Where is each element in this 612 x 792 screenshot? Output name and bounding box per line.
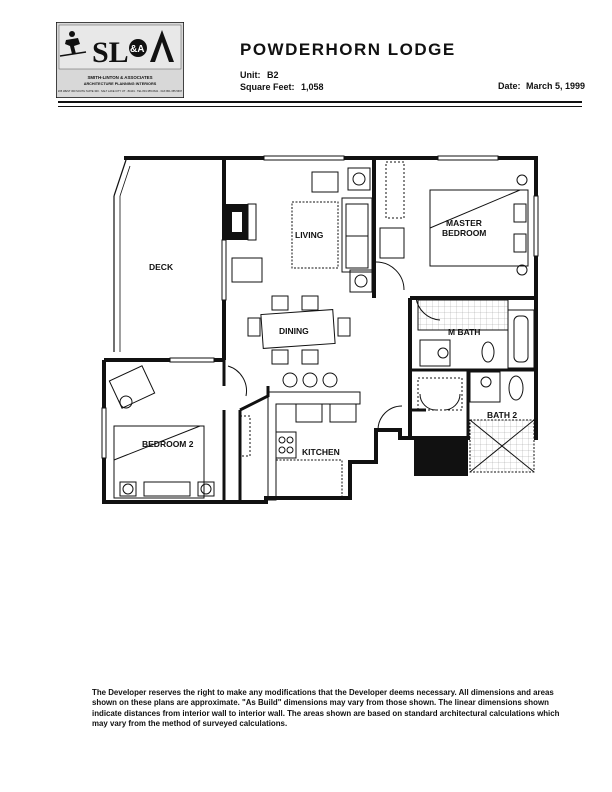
project-title: POWDERHORN LODGE [240, 40, 456, 59]
logo-monogram-left: SL [92, 36, 129, 69]
room-label-bath-2: BATH 2 [487, 410, 518, 420]
square-feet-label: Square Feet: [240, 82, 295, 92]
date-label: Date: [498, 81, 521, 91]
date-value: March 5, 1999 [526, 81, 586, 91]
logo-firm-name: SMITH-LINTON & ASSOCIATES [87, 75, 153, 80]
room-label-master-1: MASTER [446, 218, 482, 228]
unit-value: B2 [267, 70, 279, 80]
room-label-m-bath: M BATH [448, 327, 481, 337]
logo-monogram-right: &A [130, 44, 145, 55]
room-label-deck: DECK [149, 262, 174, 272]
kitchen [268, 373, 360, 500]
logo-services: ARCHITECTURE PLANNING INTERIORS [83, 82, 157, 86]
deck [114, 160, 130, 352]
unit-label: Unit: [240, 70, 261, 80]
mechanical-closet [414, 438, 468, 476]
bedroom-2-furniture [109, 366, 250, 498]
disclaimer: The Developer reserves the right to make any modifications that the Developer deems necessary. All dimensions and areas shown on these plans are approximate. "As Build" dimensions may vary from those shown. The linear dimensions shown indicate distances from interior wall to interior wall. The areas shown are based on standard architectural calculations which may vary from the method of surveyed calculations. [92, 688, 560, 729]
room-label-master-2: BEDROOM [442, 228, 487, 238]
room-label-bedroom-2: BEDROOM 2 [142, 439, 194, 449]
square-feet-value: 1,058 [301, 82, 324, 92]
logo-address: 205 WEST 300 SOUTH SUITE 300 · SALT LAKE CITY UT · 84101 · TEL 801.355.6641 · FAX 801.355.5697 [57, 90, 183, 93]
fireplace [226, 204, 262, 282]
room-label-living: LIVING [295, 230, 324, 240]
room-label-dining: DINING [279, 326, 309, 336]
room-label-kitchen: KITCHEN [302, 447, 340, 457]
